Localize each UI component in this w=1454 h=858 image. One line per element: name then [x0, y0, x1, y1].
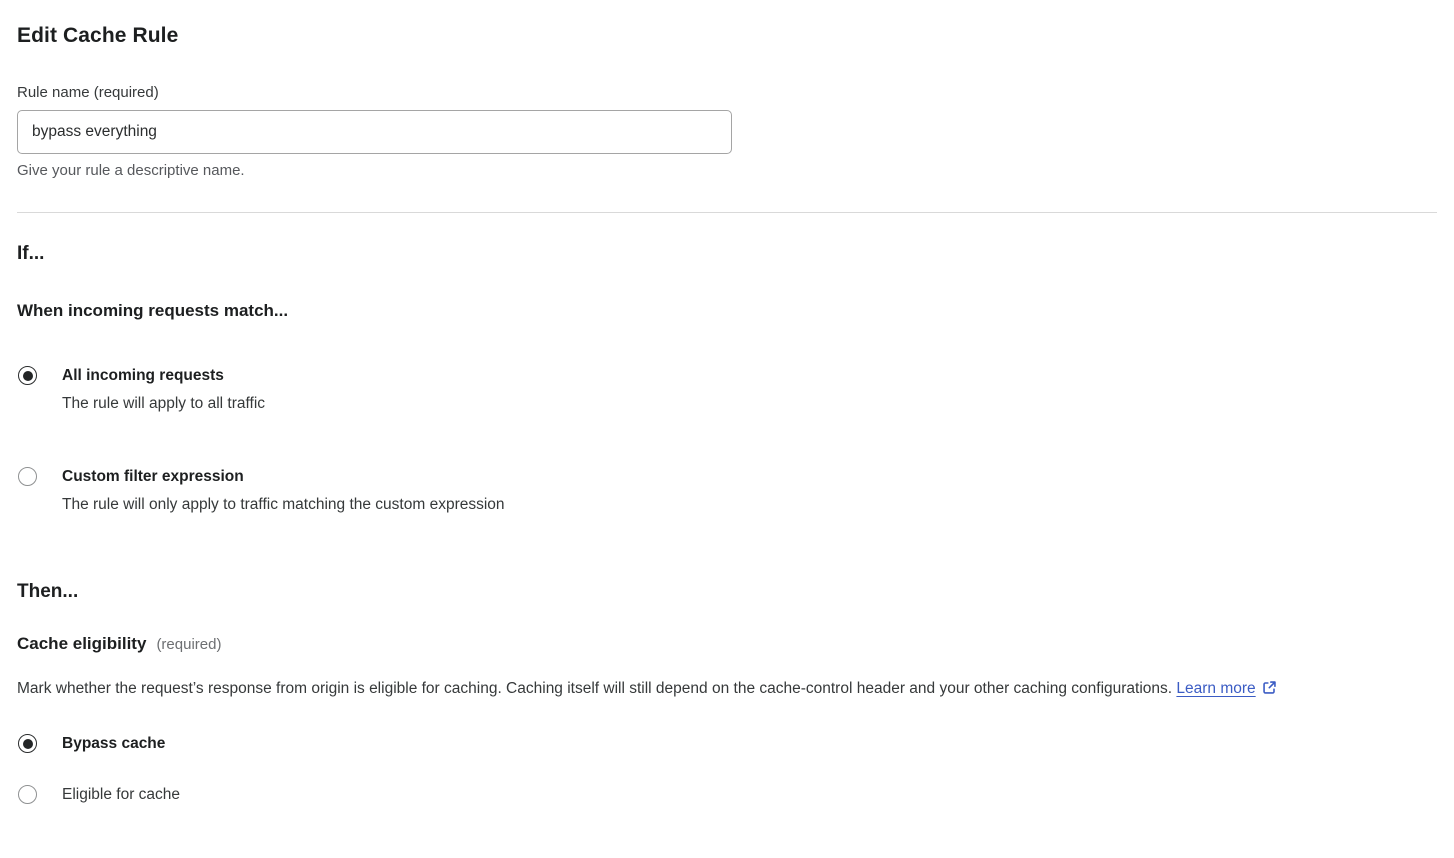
rule-name-input[interactable] — [17, 110, 732, 154]
page-title: Edit Cache Rule — [17, 24, 179, 47]
section-divider — [17, 212, 1437, 213]
then-heading: Then... — [17, 581, 79, 602]
radio-unselected-icon[interactable] — [18, 785, 37, 804]
radio-option-bypass-cache[interactable] — [18, 733, 1437, 754]
cache-eligibility-description — [17, 674, 1429, 703]
if-heading: If... — [17, 243, 45, 264]
radio-option-eligible-for-cache[interactable] — [18, 784, 1437, 805]
radio-option-all-incoming-requests[interactable] — [18, 365, 1437, 414]
radio-option-label: Custom filter expression — [62, 468, 244, 485]
radio-option-custom-filter-expression[interactable] — [18, 466, 1437, 515]
radio-option-description: The rule will only apply to traffic matching the custom expression — [62, 496, 505, 513]
radio-option-description: The rule will apply to all traffic — [62, 395, 266, 412]
cache-eligibility-header — [17, 634, 1437, 654]
radio-selected-icon[interactable] — [18, 366, 37, 385]
radio-option-label: All incoming requests — [62, 367, 224, 384]
radio-selected-icon[interactable] — [18, 734, 37, 753]
when-requests-match-heading: When incoming requests match... — [17, 301, 289, 320]
learn-more-label: Learn more — [1176, 680, 1256, 697]
cache-eligibility-description-text: Mark whether the request’s response from origin is eligible for caching. Caching itself will still depend on the cache-control header and your other caching configurations. — [17, 680, 1177, 697]
cache-eligibility-required-note: (required) — [156, 636, 222, 653]
rule-name-help: Give your rule a descriptive name. — [17, 162, 245, 179]
rule-name-label: Rule name (required) — [17, 84, 159, 101]
external-link-icon — [1262, 680, 1277, 695]
radio-unselected-icon[interactable] — [18, 467, 37, 486]
radio-option-label: Eligible for cache — [62, 786, 181, 803]
cache-eligibility-label: Cache eligibility — [17, 634, 147, 653]
learn-more-link[interactable] — [1176, 680, 1276, 697]
radio-option-label: Bypass cache — [62, 735, 166, 752]
